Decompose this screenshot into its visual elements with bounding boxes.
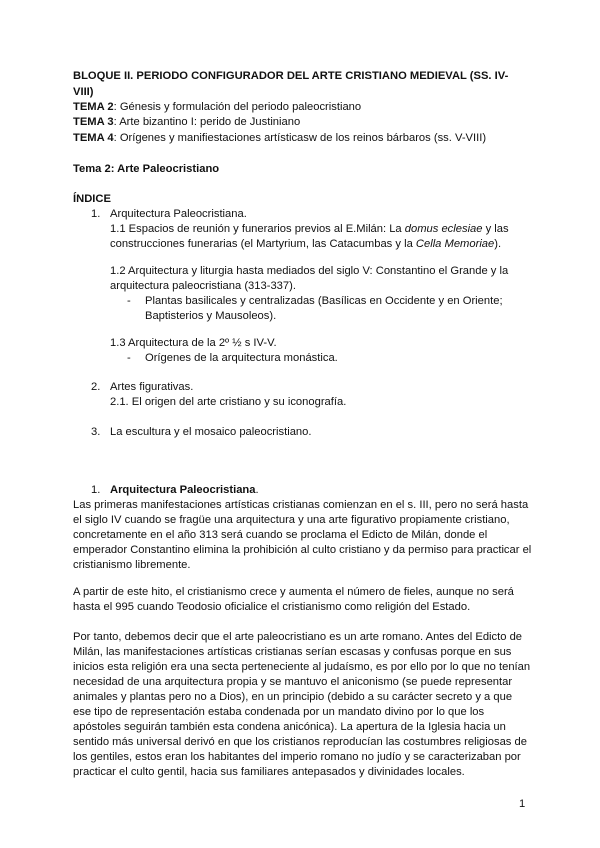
section-1-heading-line	[110, 483, 259, 499]
index-item-1-num: 1.	[91, 208, 101, 220]
index-sub-1-3: 1.3 Arquitectura de la 2º ½ s IV-V.	[110, 337, 277, 349]
index-sub-1-1-line2	[110, 237, 501, 253]
paragraph-3-line: Por tanto, debemos decir que el arte paleocristiano es un arte romano. Antes del Edicto de	[73, 631, 523, 643]
tema-3-label: TEMA 3	[73, 116, 114, 128]
index-sub-1-1-text-c: construcciones funerarias (el Martyrium, las Catacumbas y la	[110, 238, 416, 250]
index-sub-1-2-line2: arquitectura paleocristiana (313-337).	[110, 280, 296, 292]
index-item-3-label: La escultura y el mosaico paleocristiano.	[110, 426, 312, 438]
paragraph-3-line: Milán, las manifestaciones artísticas cristianas serían escasas y confusas porque en sus	[73, 646, 512, 658]
tema-3-text: : Arte bizantino I: perido de Justiniano	[113, 116, 301, 128]
tema-4-line	[73, 131, 486, 147]
paragraph-3-line: apóstoles seguirán también esta condena anicónica). La apertura de la Iglesia hacia un	[73, 721, 506, 733]
paragraph-1-line: Las primeras manifestaciones artísticas cristianas comienzan en el s. III, pero no será hasta	[73, 499, 529, 511]
index-item-1-label: Arquitectura Paleocristiana.	[110, 208, 247, 220]
paragraph-2-line: A partir de este hito, el cristianismo crece y aumenta el número de fieles, aunque no será	[73, 586, 514, 598]
section-1-heading-suffix: .	[255, 484, 259, 496]
index-item-3-num: 3.	[91, 426, 101, 438]
index-sub-1-1-text-d: ).	[494, 238, 502, 250]
tema-4-text: : Orígenes y manifiestaciones artísticasw de los reinos bárbaros (ss. V-VIII)	[113, 132, 487, 144]
tema-2-label: TEMA 2	[73, 101, 114, 113]
index-bullet-1-dash: -	[127, 295, 131, 307]
index-sub-1-1-line1	[110, 222, 509, 238]
paragraph-3-line: inicios esta religión era una secta perteneciente al judaísmo, es por ello por lo que no tenían	[73, 661, 531, 673]
index-item-2-num: 2.	[91, 381, 101, 393]
tema-3-line	[73, 115, 300, 131]
section-1-num: 1.	[91, 484, 101, 496]
tema-4-label: TEMA 4	[73, 132, 114, 144]
paragraph-3-line: los gentiles, estos eran los habitantes del imperio romano no judío y se caracterizaban por	[73, 751, 521, 763]
paragraph-3-line: practicar el culto gentil, hacia sus familiares antepasados y divinidades locales.	[73, 766, 465, 778]
paragraph-1-line: concretamente en el año 313 será cuando se proclama el Edicto de Milán, donde el	[73, 529, 488, 541]
bloque-title: BLOQUE II. PERIODO CONFIGURADOR DEL ARTE CRISTIANO MEDIEVAL (SS. IV-VIII)	[73, 70, 509, 98]
tema-2-text: : Génesis y formulación del periodo paleocristiano	[113, 101, 362, 113]
paragraph-3-line: animales y plantas pero no a Dios), en un principio (debido a su carácter secreto y a que	[73, 691, 513, 703]
paragraph-3-line: sentido más universal derivó en que los cristianos reproducían las costumbres religiosas de	[73, 736, 527, 748]
index-bullet-2: Orígenes de la arquitectura monástica.	[145, 352, 338, 364]
index-sub-1-1-text-b: y las	[482, 223, 509, 235]
index-sub-2-1: 2.1. El origen del arte cristiano y su iconografía.	[110, 396, 347, 408]
paragraph-3-line: necesidad de una arquitectura propia y se mantuvo el aniconismo (se puede representar	[73, 676, 513, 688]
index-sub-1-2-line1: 1.2 Arquitectura y liturgia hasta mediados del siglo V: Constantino el Grande y la	[110, 265, 509, 277]
paragraph-2-line: hasta el 995 cuando Teodosio oficialice el cristianismo como religión del Estado.	[73, 601, 471, 613]
index-bullet-1-line1: Plantas basilicales y centralizadas (Basílicas en Occidente y en Oriente;	[145, 295, 503, 307]
tema-2-line	[73, 100, 361, 116]
index-sub-1-1-italic-cella: Cella Memoriae	[415, 238, 495, 250]
subtitle: Tema 2: Arte Paleocristiano	[73, 163, 220, 175]
index-bullet-1-line2: Baptisterios y Mausoleos).	[145, 310, 277, 322]
index-sub-1-1-italic-domus: domus eclesiae	[404, 223, 483, 235]
index-bullet-2-dash: -	[127, 352, 131, 364]
index-item-2-label: Artes figurativas.	[110, 381, 194, 393]
index-heading: ÍNDICE	[73, 193, 111, 205]
paragraph-1-line: cristianismo libremente.	[73, 559, 191, 571]
paragraph-1-line: emperador Constantino elimina la prohibición al culto cristiano y da permiso para practicar el	[73, 544, 532, 556]
page-number: 1	[519, 798, 526, 810]
paragraph-3-line: ese tipo de representación estaba condenada por un mandato divino por lo que los	[73, 706, 485, 718]
section-1-heading: Arquitectura Paleocristiana	[110, 484, 256, 496]
index-sub-1-1-text-a: 1.1 Espacios de reunión y funerarios previos al E.Milán: La	[110, 223, 405, 235]
paragraph-1-line: el siglo IV cuando se fragüe una arquitectura y una arte figurativo propiamente cristiano,	[73, 514, 510, 526]
